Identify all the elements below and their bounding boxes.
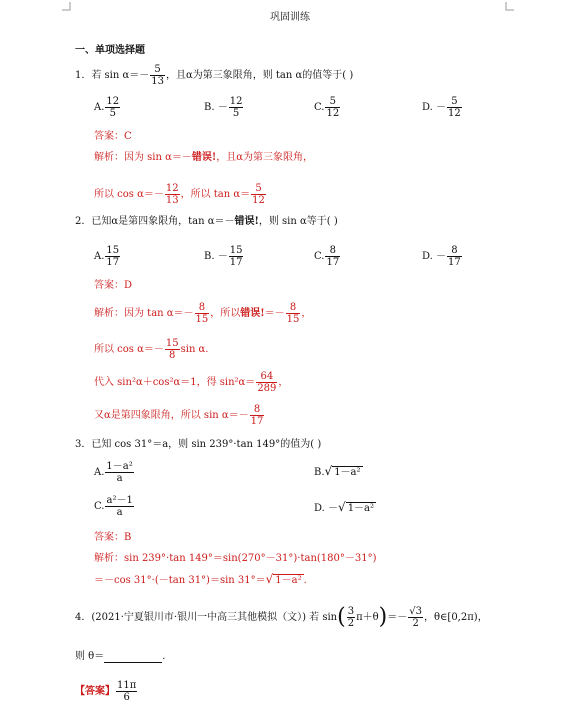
q3-option-a[interactable]: A. $\frac{\text{1－a²}}{a}$: [94, 461, 133, 484]
page-title: 巩固训练: [270, 12, 310, 23]
sqrt-icon: √: [265, 572, 274, 586]
q1-explanation-line2: 所以 cos α＝－ $\frac{12}{13}$ ，所以 tan α＝ $\frac{5}{12}$: [94, 183, 265, 206]
q1-option-a[interactable]: A. $\frac{12}{5}$: [94, 96, 120, 119]
q4-stem: 4．(2021·宁夏银川市·银川一中高三其他模拟（文）) 若 sin( $\frac{3}{2}$ π＋θ)＝－ $\frac{√3}{2}$ ，θ∈[0,2π)，: [75, 604, 488, 630]
q3-explanation-line1: 解析：sin 239°·tan 149°＝sin(270°－31°)·tan(180°－31°): [94, 553, 377, 564]
q1-explanation-line1: 解析：因为 sin α＝－错误!，且α为第三象限角，: [94, 152, 314, 163]
q2-option-c[interactable]: C. $\frac{8}{17}$: [314, 245, 340, 268]
q2-explanation-line2: 所以 cos α＝－ $\frac{15}{8}$ sin α.: [94, 338, 209, 361]
q2-explanation-line4: 又α是第四象限角，所以 sin α＝－ $\frac{8}{17}$: [94, 404, 264, 427]
page-corner-mark-left-icon: [62, 2, 71, 11]
q1-option-d[interactable]: D. － $\frac{5}{12}$: [422, 96, 461, 119]
q1-stem-fraction: $\frac{5}{13}$: [151, 64, 164, 87]
q3-option-b[interactable]: B.√ 1－a²: [314, 464, 361, 478]
q2-option-d[interactable]: D. － $\frac{8}{17}$: [422, 245, 461, 268]
q3-option-c[interactable]: C. $\frac{\text{a²－1}}{a}$: [94, 495, 133, 518]
q2-stem: 2．已知α是第四象限角，tan α＝－错误!，则 sin α等于( ): [75, 216, 338, 227]
sqrt-icon: √: [324, 464, 333, 478]
section-title: 一、单项选择题: [75, 45, 145, 56]
sqrt-icon: √: [338, 500, 346, 514]
q2-option-b[interactable]: B. － $\frac{15}{17}$: [204, 245, 243, 268]
q1-stem: 1．若 sin α＝－ $\frac{5}{13}$ ，且α为第三象限角，则 tan α的值等于( ): [75, 64, 354, 87]
q2-answer: 答案：D: [94, 280, 133, 291]
page-corner-mark-right-icon: [505, 2, 514, 11]
q1-option-b[interactable]: B. － $\frac{12}{5}$: [204, 96, 243, 119]
q2-explanation-line3: 代入 sin²α＋cos²α＝1，得 sin²α＝ $\frac{64}{289}$ ，: [94, 371, 289, 394]
q4-answer: 【答案】 $\frac{11\pi}{6}$: [75, 680, 137, 703]
q1-answer: 答案：C: [94, 131, 132, 142]
q2-option-a[interactable]: A. $\frac{15}{17}$: [94, 245, 120, 268]
q4-blank-line: 则 θ＝ .: [75, 651, 166, 662]
q3-stem: 3．已知 cos 31°＝a，则 sin 239°·tan 149°的值为( ): [75, 439, 322, 450]
q2-explanation-line1: 解析：因为 tan α＝－ $\frac{8}{15}$ ，所以错误!＝－ $\frac{8}{15}$ ，: [94, 302, 312, 325]
q3-option-d[interactable]: D. －√ 1－a²: [314, 500, 375, 514]
q3-answer: 答案：B: [94, 532, 132, 543]
q3-explanation-line2: ＝－cos 31°·(－tan 31°)＝sin 31°＝√ 1－a² .: [94, 572, 307, 586]
q1-option-c[interactable]: C. $\frac{5}{12}$: [314, 96, 340, 119]
q4-answer-blank[interactable]: [104, 652, 162, 663]
